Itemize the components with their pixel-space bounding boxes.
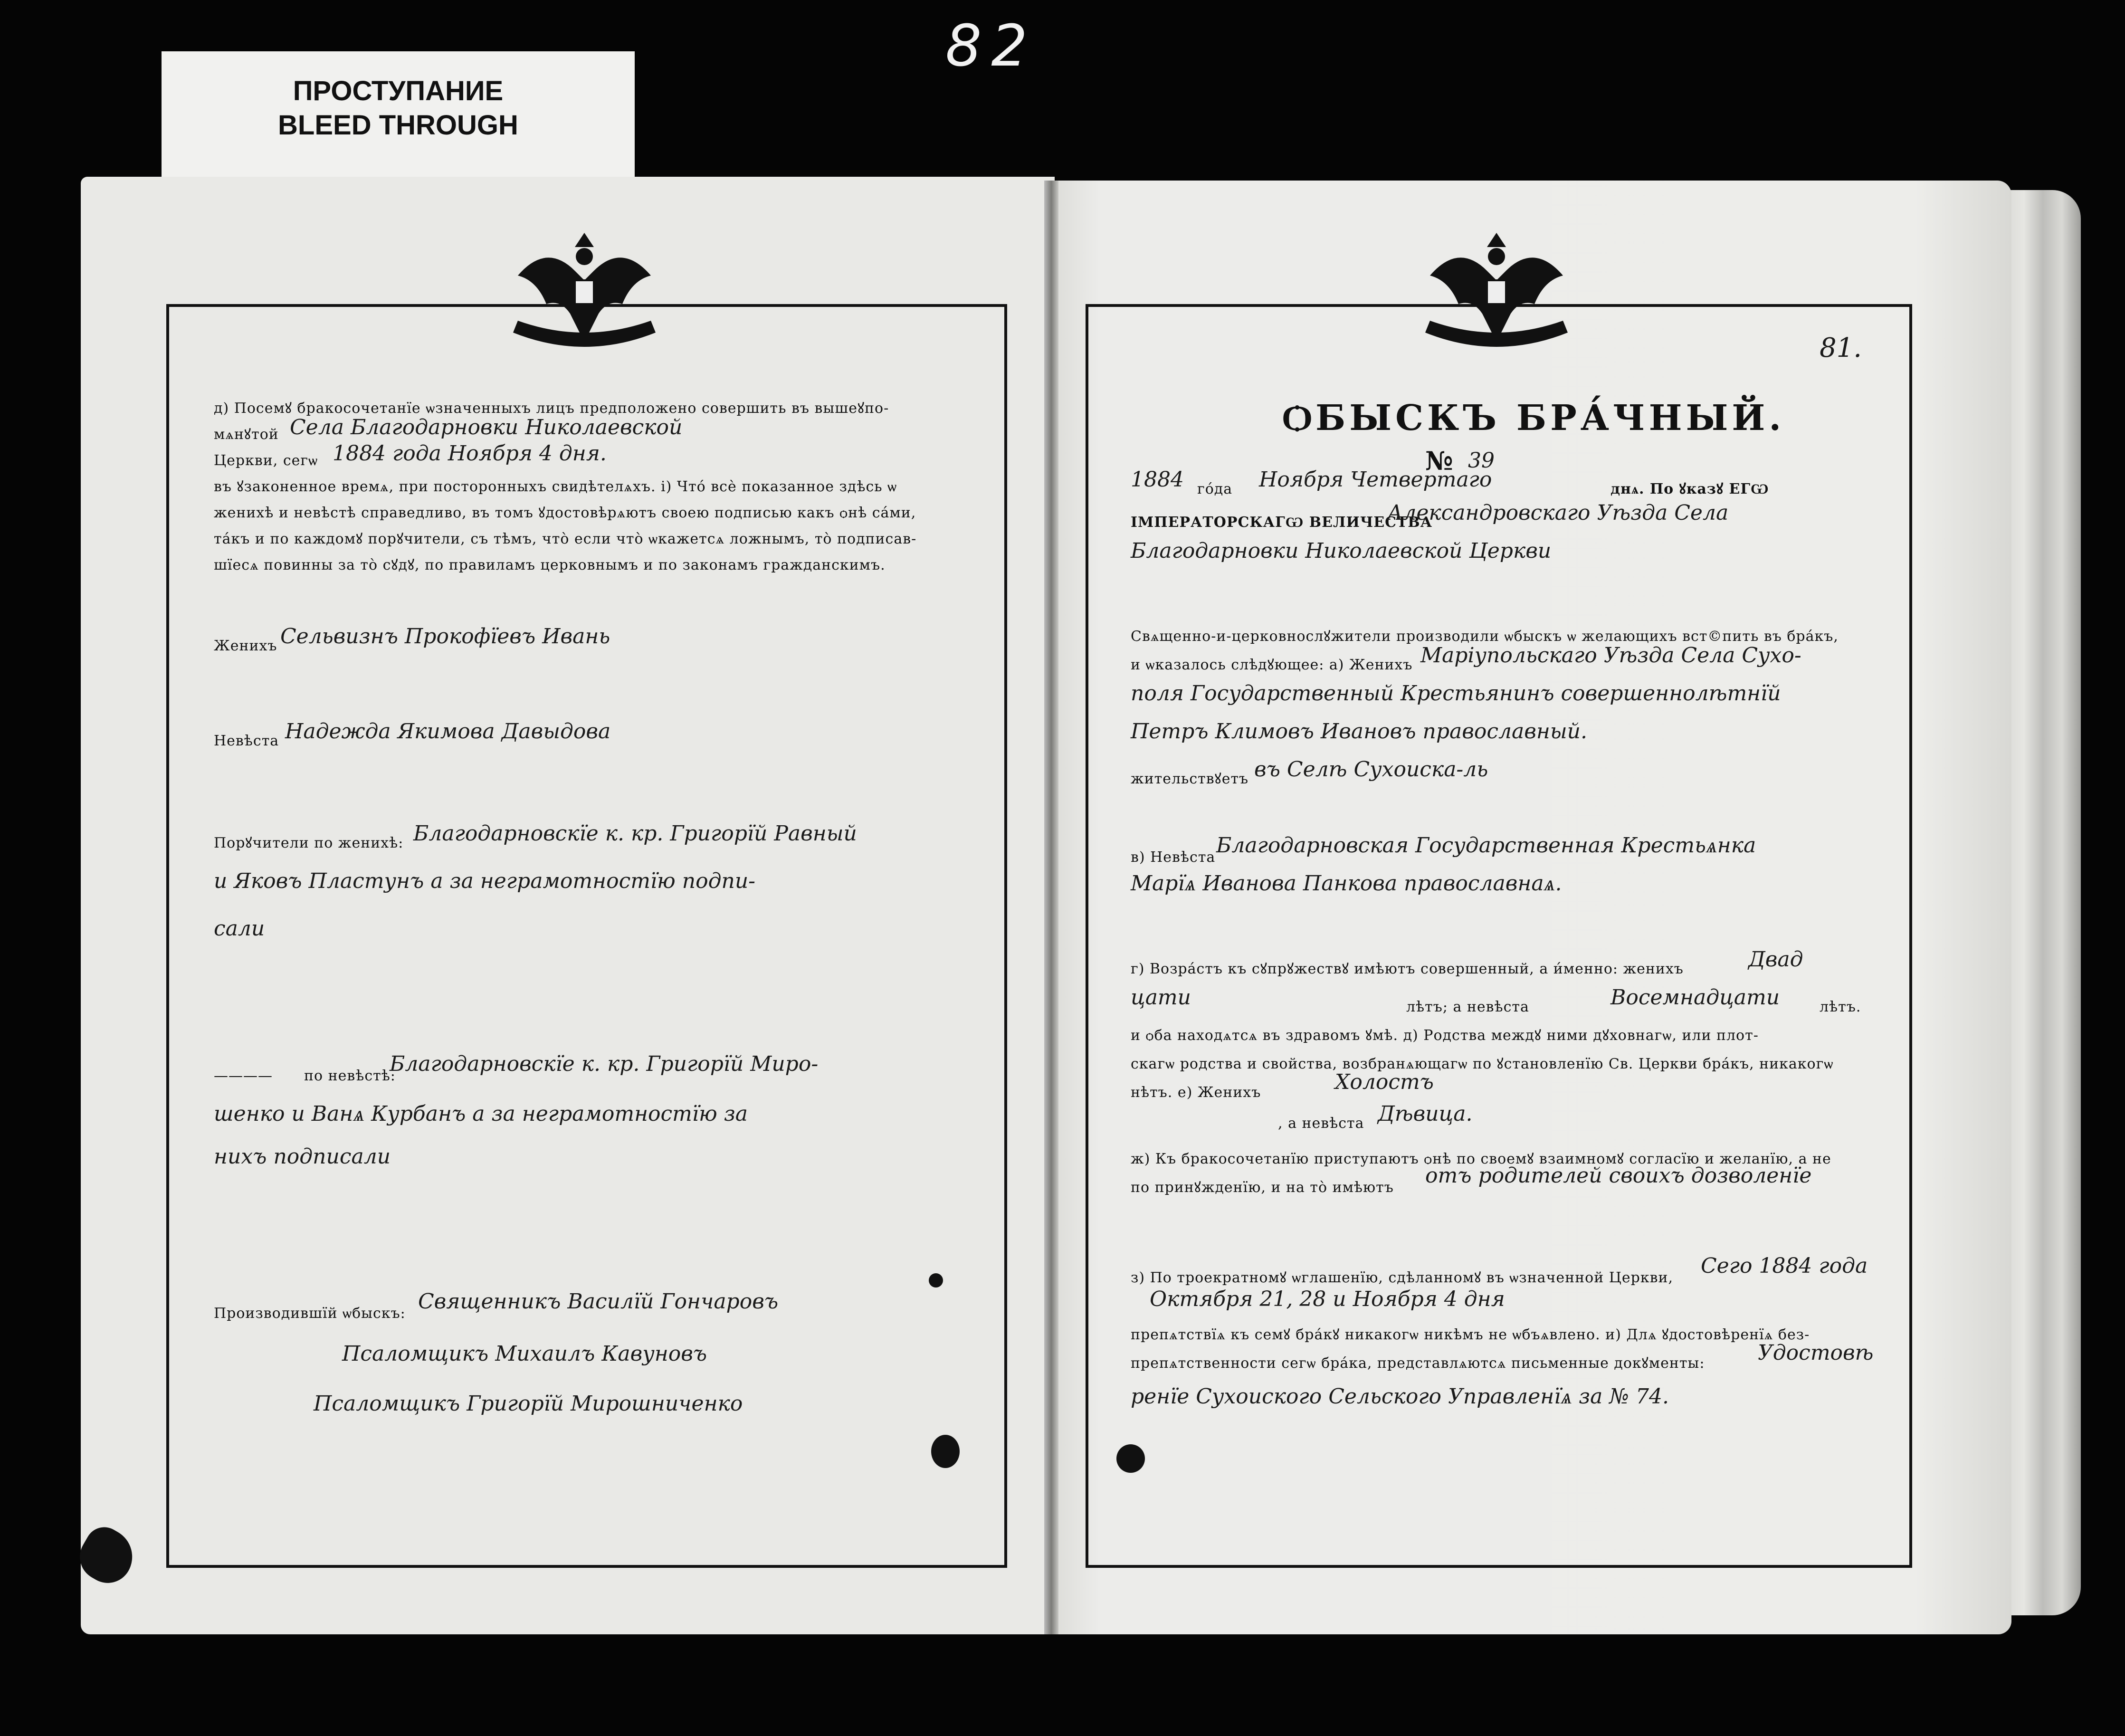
docs-handwritten: Удостовѣ [1758,1341,1874,1365]
church-handwritten: Благодарновки Николаевской Церкви [1131,539,1552,563]
book-gutter [1044,181,1058,1634]
intro-line-3: Церкви, сегѡ [214,452,318,469]
consent-handwritten: отъ родителей своихъ дозволенїе [1425,1164,1812,1188]
none-line: нѣтъ. е) Женихъ [1131,1084,1261,1101]
sureties-groom-line-3: сали [214,916,265,941]
bleed-label-en: BLEED THROUGH [278,110,518,141]
investigator-line-3: Псаломщикъ Григорїй Мирошниченко [314,1392,743,1416]
imperial-eagle-emblem-left [499,223,670,366]
groom-name-handwritten: Сельвизнъ Прокофїевъ Ивань [280,624,610,649]
bride-status-label: , а невѣста [1278,1115,1364,1132]
page-number: 81. [1820,333,1862,363]
document-title: ѺБЫСКЪ БРА́ЧНЫЙ. [1283,398,1785,439]
groom-label: Женихъ [214,638,277,654]
groom-status-handwritten: Холостъ [1335,1070,1434,1094]
investigator-label: Производившїй ѡбыскъ: [214,1305,406,1322]
date-handwritten: 1884 года Ноября 4 дня. [333,441,607,466]
health-line: и ѻба находѧтсѧ въ здравомъ ꙋмѣ. д) Родства междꙋ ними дꙋховнагѡ, или плот- [1131,1027,1759,1044]
obstacle-line-2: препѧтственности сегѡ бра́ка, представлѧютсѧ письменные докꙋменты: [1131,1355,1705,1372]
obstacle-line-1: препѧтствїѧ къ семꙋ бра́кꙋ никакогѡ никѣмъ не ѡбъѧвлено. и) Длѧ ꙋдостовѣренїѧ без- [1131,1326,1810,1343]
bride-hand-1: Благодарновская Государственная Крестьѧнка [1216,833,1756,858]
age-line: г) Возра́стъ къ сꙋпрꙋжествꙋ имѣютъ совершенный, а и́менно: женихъ [1131,961,1684,977]
intro-line-7: шїесѧ повинны за то̀ сꙋдꙋ, по правиламъ церковнымъ и по законамъ гражданскимъ. [214,557,886,573]
paper-hole [929,1273,943,1288]
banns-handwritten: Сего 1884 года [1701,1254,1868,1278]
paper-hole [931,1435,960,1468]
sureties-bride-label: по невѣстѣ: [304,1068,396,1084]
paper-hole [1116,1444,1145,1473]
clergy-line: Свѧщенно-и-церковнослꙋжители производили ѡбыскъ ѡ желающихъ вст©пить въ бра́къ, [1131,628,1839,645]
intro-line-6: та́къ и по каждомꙋ порꙋчители, съ тѣмъ, что̀ если что̀ ѡкажетсѧ ложнымъ, то̀ подписав- [214,531,917,547]
docs-handwritten-2: ренїе Сухоиского Сельского Управленїѧ за № 74. [1131,1384,1669,1409]
residence-label: жительствꙋетъ [1131,771,1249,787]
bride-status-handwritten: Дѣвица. [1378,1102,1473,1126]
found-line: и ѡказалось слѣдꙋющее: а) Женихъ [1131,657,1413,673]
intro-line-4: въ ꙋзаконенное времѧ, при посторонныхъ свидѣтелѧхъ. і) Что́ всѐ показанное здѣсь ѡ [214,478,897,495]
year-handwritten: 1884 [1131,467,1184,492]
number-prefix: № [1425,446,1457,476]
sureties-bride-line-2: шенко и Ванѧ Курбанъ а за неграмотностїю за [214,1102,748,1126]
sureties-groom-label: Порꙋчители по женихѣ: [214,835,404,851]
age-bride-handwritten: Восемнадцати [1610,985,1780,1010]
imperial-eagle-emblem-right [1411,223,1582,366]
groom-hand-2: поля Государственный Крестьянинъ совершеннолѣтнїй [1131,681,1781,706]
groom-hand-3: Петръ Климовъ Ивановъ православный. [1131,719,1587,744]
majesty-handwritten: Александровскаго Уѣзда Села [1387,501,1729,525]
sureties-groom-line-2: и Яковъ Пластунъ а за неграмотностїю подпи- [214,869,756,893]
banns-line: з) По троекратномꙋ ѡглашенїю, сдѣланномꙋ въ ѡзначенной Церкви, [1131,1269,1674,1286]
bleed-through-label [162,51,635,177]
intro-line-2: мѧнꙋтой [214,426,279,443]
consent-line-1: ж) Къ бракосочетанїю приступаютъ ѻнѣ по своемꙋ взаимномꙋ согласїю и желанїю, а не [1131,1151,1831,1167]
banns-dates-handwritten: Октября 21, 28 и Ноября 4 дня [1150,1287,1505,1311]
groom-hand-1: Марiупольскаго Уѣзда Села Сухо- [1420,643,1801,668]
bride-hand-2: Марїѧ Иванова Панкова православнаѧ. [1131,871,1562,896]
intro-line-5: женихѣ и невѣстѣ справедливо, въ томъ ꙋдостовѣрѧютъ своею подписью какъ ѻнѣ са́ми, [214,505,916,521]
sureties-bride-dash: ———— [214,1068,273,1084]
bride-name-handwritten: Надежда Якимова Давыдова [285,719,611,744]
bride-label: Невѣста [214,733,279,749]
kin-line: скагѡ родства и свойства, возбранѧющагѡ по ꙋстановленїю Св. Церкви бра́къ, никакогѡ [1131,1056,1834,1072]
bride-label-right: в) Невѣста [1131,849,1216,866]
bleed-label-ru: ПРОСТУПАНИЕ [293,76,504,106]
day-label: днѧ. По ꙋказꙋ ЕГѠ [1610,481,1769,497]
sureties-bride-line-3: нихъ подписали [214,1145,391,1169]
sureties-groom-line-1: Благодарновскїе к. кр. Григорїй Равный [413,821,857,846]
age-groom-handwritten: Двад [1748,947,1803,972]
residence-handwritten: въ Селѣ Сухоиска-ль [1254,757,1488,782]
investigator-line-2: Псаломщикъ Михаилъ Кавуновъ [342,1342,707,1366]
month-handwritten: Ноября Четвертаго [1259,467,1492,492]
investigator-line-1: Священникъ Василїй Гончаровъ [418,1289,779,1314]
church-name-handwritten: Села Благодарновки Николаевской [290,415,683,439]
majesty-line: ІМПЕРАТОРСКАГѠ ВЕЛИЧЕСТВА [1131,514,1433,531]
frame-number: 82 [945,13,1037,79]
age-groom-handwritten-2: цати [1131,985,1191,1010]
age-years: лѣтъ; а невѣста [1406,999,1529,1015]
sureties-bride-line-1: Благодарновскїе к. кр. Григорїй Миро- [390,1052,819,1076]
number-handwritten: 39 [1468,448,1495,473]
consent-line-2: по принꙋжденїю, и на то̀ имѣютъ [1131,1179,1394,1196]
age-years-2: лѣтъ. [1820,999,1861,1015]
intro-line-1: д) Посемꙋ бракосочетанїе ѡзначенныхъ лицъ предположено совершить въ вышеꙋпо- [214,400,889,417]
year-label: го́да [1197,481,1233,497]
